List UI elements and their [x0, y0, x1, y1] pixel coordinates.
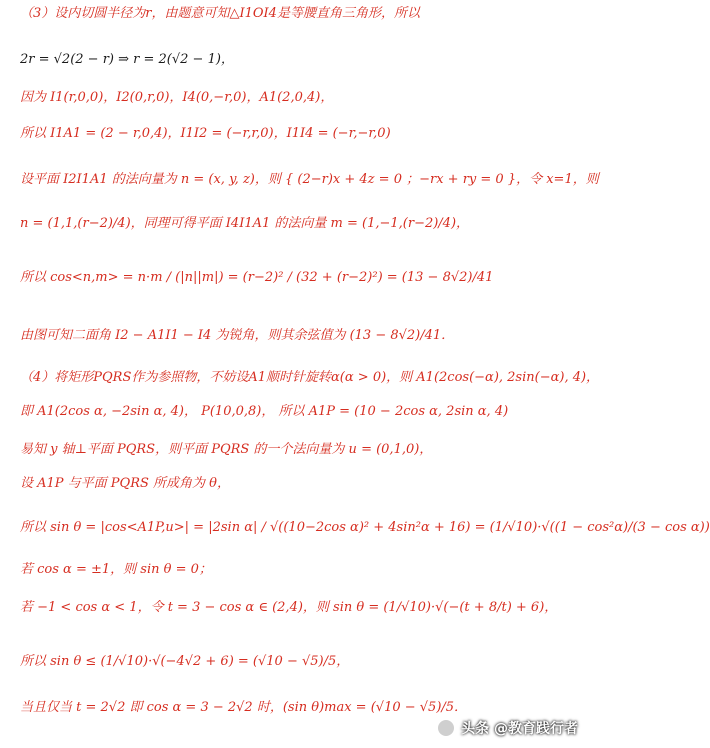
solution-line: 即 A1(2cos α, −2sin α, 4)， P(10,0,8)， 所以 A1P = (10 − 2cos α, 2sin α, 4) — [20, 404, 509, 419]
solution-line: 若 −1 < cos α < 1，令 t = 3 − cos α ∈ (2,4)，则 sin θ = (1/√10)·√(−(t + 8/t) + 6)， — [20, 600, 558, 615]
solution-line: 所以 sin θ = |cos<A1P,u>| = |2sin α| / √((10−2cos α)² + 4sin²α + 16) = (1/√10)·√((1 − cos²α)/(3 − cos α)) — [20, 520, 710, 535]
solution-line: 若 cos α = ±1，则 sin θ = 0； — [20, 562, 212, 577]
solution-line: 易知 y 轴⊥平面 PQRS，则平面 PQRS 的一个法向量为 u = (0,1,0)， — [20, 442, 433, 457]
solution-line: 所以 I1A1 = (2 − r,0,4)，I1I2 = (−r,r,0)，I1I4 = (−r,−r,0) — [20, 126, 391, 141]
solution-line: 设平面 I2I1A1 的法向量为 n = (x, y, z)，则 { (2−r)x + 4z = 0 ；−rx + ry = 0 }，令 x=1，则 — [20, 172, 599, 187]
wechat-logo-icon — [438, 720, 454, 736]
solution-line: 当且仅当 t = 2√2 即 cos α = 3 − 2√2 时，(sin θ)max = (√10 − √5)/5． — [20, 700, 468, 715]
watermark — [438, 718, 578, 738]
watermark-text: 头条 @教育践行者 — [461, 721, 578, 737]
solution-line: 由图可知二面角 I2 − A1I1 − I4 为锐角，则其余弦值为 (13 − 8√2)/41． — [20, 328, 455, 343]
solution-line: （4）将矩形PQRS作为参照物，不妨设A1顺时针旋转α(α > 0)，则 A1(2cos(−α), 2sin(−α), 4)， — [20, 370, 600, 385]
solution-line: 2r = √2(2 − r) ⇒ r = 2(√2 − 1)， — [20, 52, 234, 67]
solution-line: 所以 sin θ ≤ (1/√10)·√(−4√2 + 6) = (√10 − √5)/5， — [20, 654, 350, 669]
solution-line: n = (1,1,(r−2)/4)，同理可得平面 I4I1A1 的法向量 m = (1,−1,(r−2)/4)， — [20, 216, 470, 231]
solution-line: 设 A1P 与平面 PQRS 所成角为 θ， — [20, 476, 230, 491]
solution-line: 因为 I1(r,0,0)，I2(0,r,0)，I4(0,−r,0)，A1(2,0,4)， — [20, 90, 334, 105]
solution-line: 所以 cos<n,m> = n·m / (|n||m|) = (r−2)² / (32 + (r−2)²) = (13 − 8√2)/41 — [20, 270, 494, 285]
solution-line: （3）设内切圆半径为r，由题意可知△I1OI4是等腰直角三角形，所以 — [20, 6, 420, 21]
